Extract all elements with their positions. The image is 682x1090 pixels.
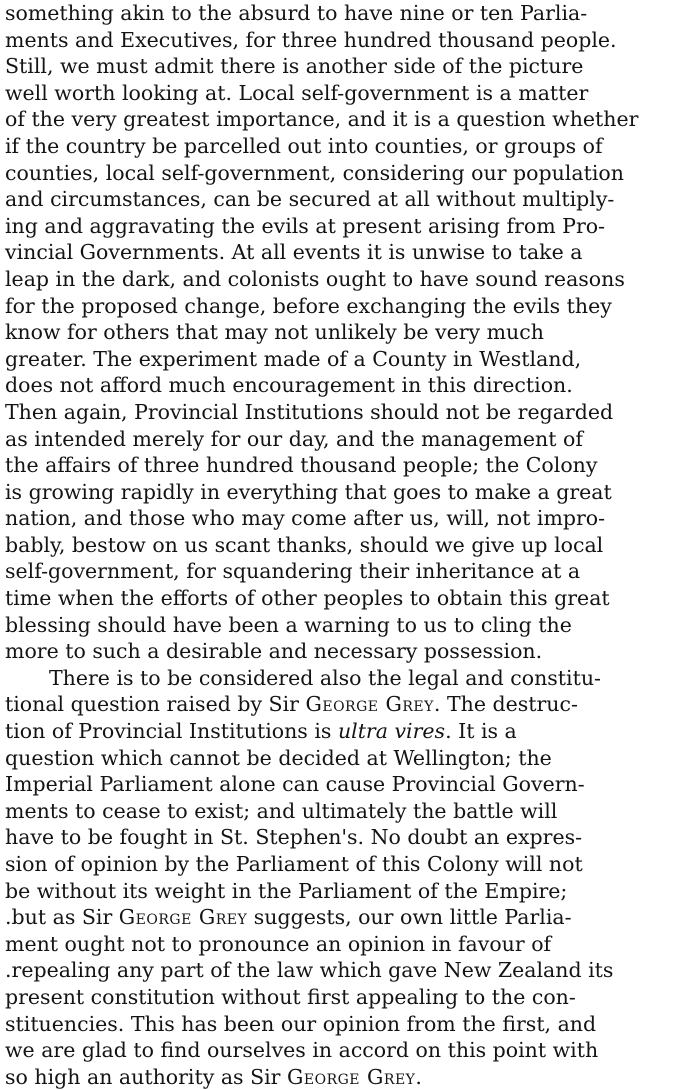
text-line: does not afford much encouragement in this direction.	[5, 373, 573, 398]
paragraph	[5, 665, 681, 1090]
text-line: the affairs of three hundred thousand people; the Colony	[5, 453, 598, 478]
text-line: Imperial Parliament alone can cause Provincial Govern-	[5, 772, 585, 797]
text-line: for the proposed change, before exchanging the evils they	[5, 293, 612, 318]
text-line: vincial Governments. At all events it is unwise to take a	[5, 240, 583, 265]
text-line: well worth looking at. Local self-government is a matter	[5, 80, 589, 105]
text-line: tion of Provincial Institutions is ultra vires. It is a	[5, 719, 517, 744]
text-line: time when the efforts of other peoples to obtain this great	[5, 586, 610, 611]
text-line: greater. The experiment made of a County in Westland,	[5, 346, 582, 371]
text-line: and circumstances, can be secured at all without multiply-	[5, 187, 615, 212]
text-line: something akin to the absurd to have nine or ten Parlia-	[5, 1, 588, 25]
paragraph	[5, 0, 681, 665]
text-line: know for others that may not unlikely be very much	[5, 320, 544, 345]
text-line: blessing should have been a warning to us to cling the	[5, 612, 572, 637]
text-line: be without its weight in the Parliament of the Empire;	[5, 878, 568, 903]
text-line: ments and Executives, for three hundred thousand people.	[5, 27, 617, 52]
text-line: counties, local self-government, considering our population	[5, 160, 624, 185]
text-line: more to such a desirable and necessary possession.	[5, 639, 543, 664]
text-line: There is to be considered also the legal and constitu-	[49, 665, 601, 690]
text-line: self-government, for squandering their inheritance at a	[5, 559, 581, 584]
text-line: of the very greatest importance, and it is a question whether	[5, 107, 639, 132]
text-line: so high an authority as Sir George Grey.	[5, 1064, 422, 1089]
text-line: question which cannot be decided at Wellington; the	[5, 745, 552, 770]
text-line: nation, and those who may come after us, will, not impro-	[5, 506, 606, 531]
text-line: ing and aggravating the evils at present arising from Pro-	[5, 213, 606, 238]
text-line: ments to cease to exist; and ultimately the battle will	[5, 798, 558, 823]
text-line: is growing rapidly in everything that goes to make a great	[5, 479, 612, 504]
text-line: bably, bestow on us scant thanks, should we give up local	[5, 532, 604, 557]
text-line: present constitution without first appealing to the con-	[5, 984, 576, 1009]
text-line: .but as Sir George Grey suggests, our own little Parlia-	[5, 905, 572, 930]
text-line: we are glad to find ourselves in accord on this point with	[5, 1038, 599, 1063]
text-line: Still, we must admit there is another side of the picture	[5, 54, 584, 79]
text-line: leap in the dark, and colonists ought to have sound reasons	[5, 266, 625, 291]
text-line: tional question raised by Sir George Grey. The destruc-	[5, 692, 578, 717]
text-line: ment ought not to pronounce an opinion in favour of	[5, 931, 552, 956]
text-line: if the country be parcelled out into counties, or groups of	[5, 133, 603, 158]
document-page	[5, 0, 681, 1090]
text-line: Then again, Provincial Institutions should not be regarded	[5, 399, 614, 424]
text-line: .repealing any part of the law which gave New Zealand its	[5, 958, 614, 983]
text-line: have to be fought in St. Stephen's. No doubt an expres-	[5, 825, 583, 850]
text-line: stituencies. This has been our opinion from the first, and	[5, 1011, 597, 1036]
text-line: sion of opinion by the Parliament of this Colony will not	[5, 852, 583, 876]
text-line: as intended merely for our day, and the management of	[5, 426, 583, 451]
